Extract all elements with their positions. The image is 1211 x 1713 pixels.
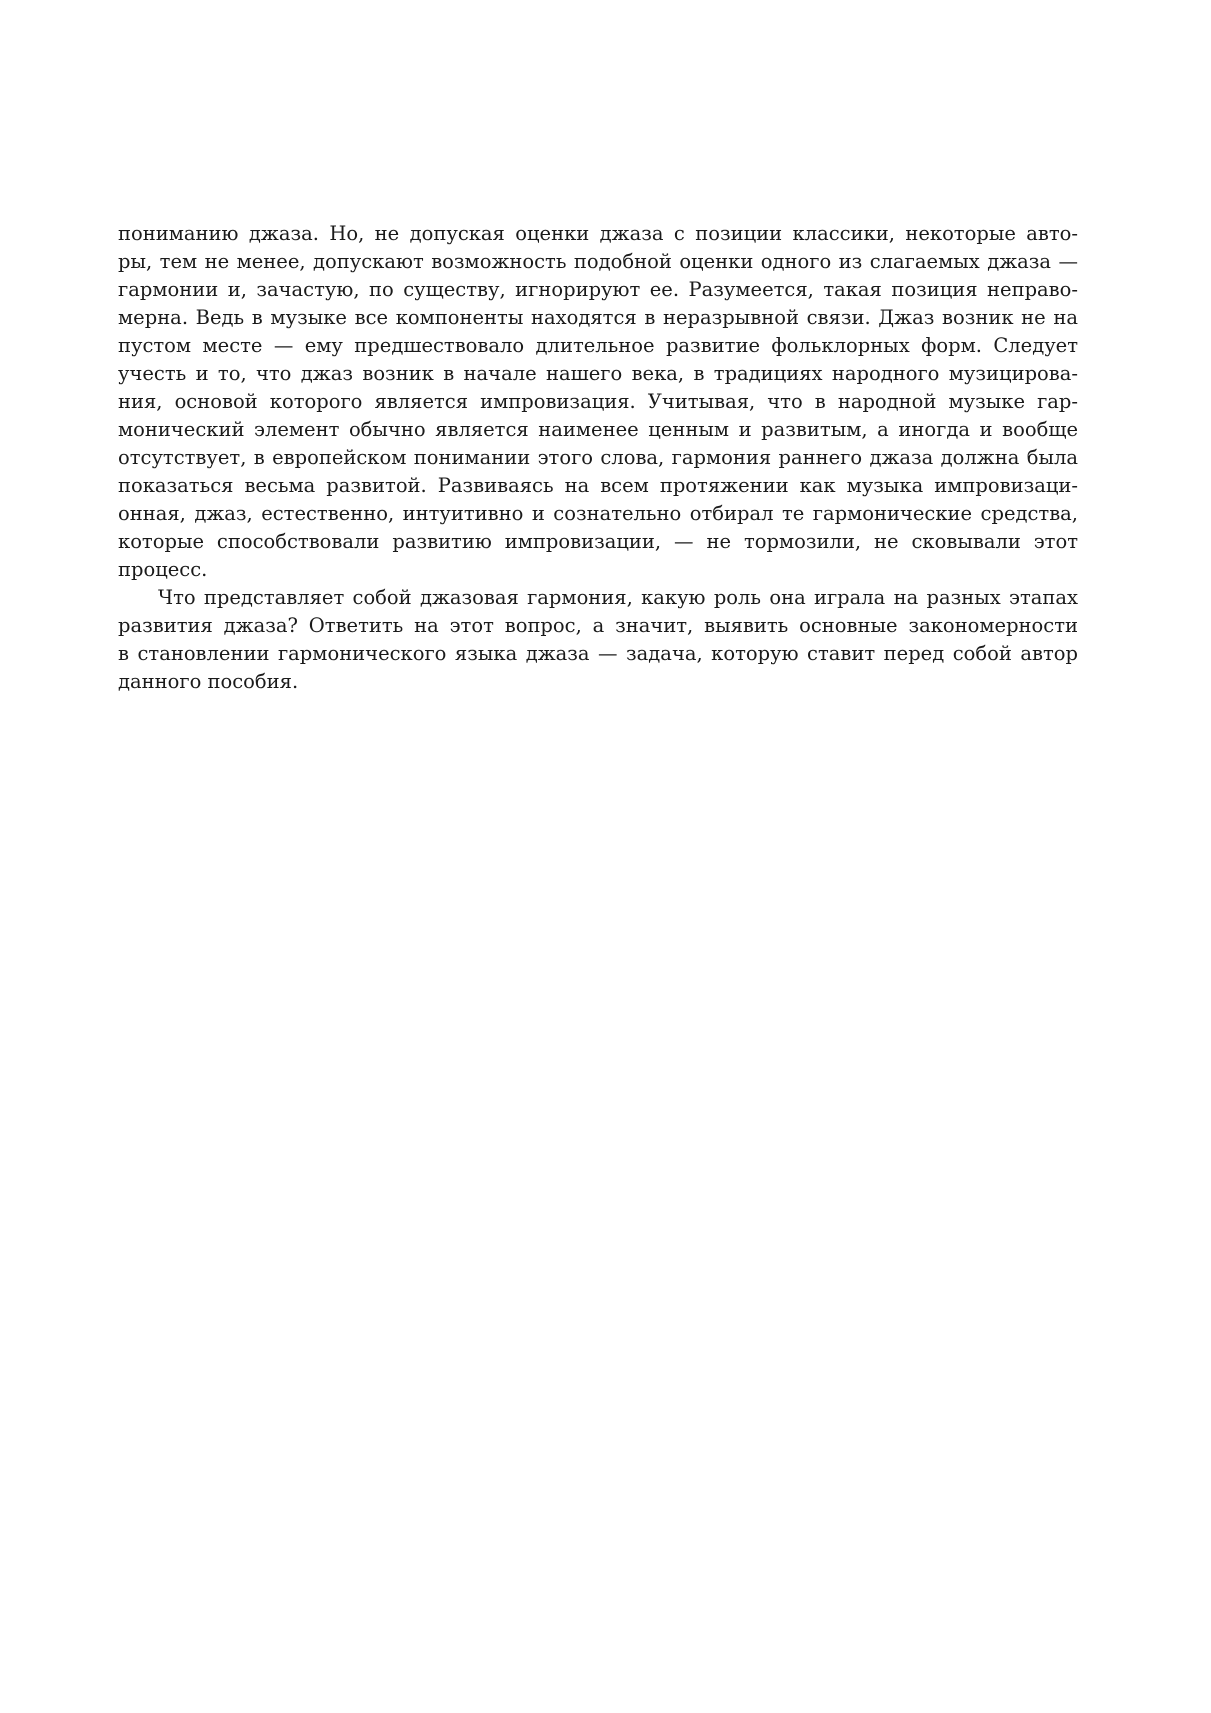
text-line: гармонии и, зачастую, по существу, игнорируют ее. Разумеется, такая позиция неправо- — [118, 278, 1078, 301]
text-line: отсутствует, в европейском понимании этого слова, гармония раннего джаза должна была — [118, 446, 1078, 469]
text-line: онная, джаз, естественно, интуитивно и сознательно отбирал те гармонические средства, — [118, 502, 1078, 525]
text-line: развития джаза? Ответить на этот вопрос, а значит, выявить основные закономерности — [118, 614, 1078, 637]
text-line: процесс. — [118, 558, 208, 581]
text-line: ры, тем не менее, допускают возможность подобной оценки одного из слагаемых джаза — — [118, 250, 1078, 273]
text-line: Что представляет собой джазовая гармония, какую роль она играла на разных этапах — [158, 586, 1078, 609]
text-line: мерна. Ведь в музыке все компоненты находятся в неразрывной связи. Джаз возник не на — [118, 306, 1078, 329]
paragraph-2 — [118, 584, 1078, 696]
text-line: монический элемент обычно является наименее ценным и развитым, а иногда и вообще — [118, 418, 1078, 441]
text-line: учесть и то, что джаз возник в начале нашего века, в традициях народного музицирова- — [118, 362, 1078, 385]
text-line: ния, основой которого является импровизация. Учитывая, что в народной музыке гар- — [118, 390, 1078, 413]
body-text — [118, 220, 1078, 696]
text-line: данного пособия. — [118, 670, 299, 693]
text-line: в становлении гармонического языка джаза — задача, которую ставит перед собой автор — [118, 642, 1078, 665]
text-line: которые способствовали развитию импровизации, — не тормозили, не сковывали этот — [118, 530, 1078, 553]
paragraph-1 — [118, 220, 1078, 584]
text-line: пустом месте — ему предшествовало длительное развитие фольклорных форм. Следует — [118, 334, 1078, 357]
text-line: пониманию джаза. Но, не допуская оценки джаза с позиции классики, некоторые авто- — [118, 222, 1078, 245]
text-line: показаться весьма развитой. Развиваясь на всем протяжении как музыка импровизаци- — [118, 474, 1078, 497]
